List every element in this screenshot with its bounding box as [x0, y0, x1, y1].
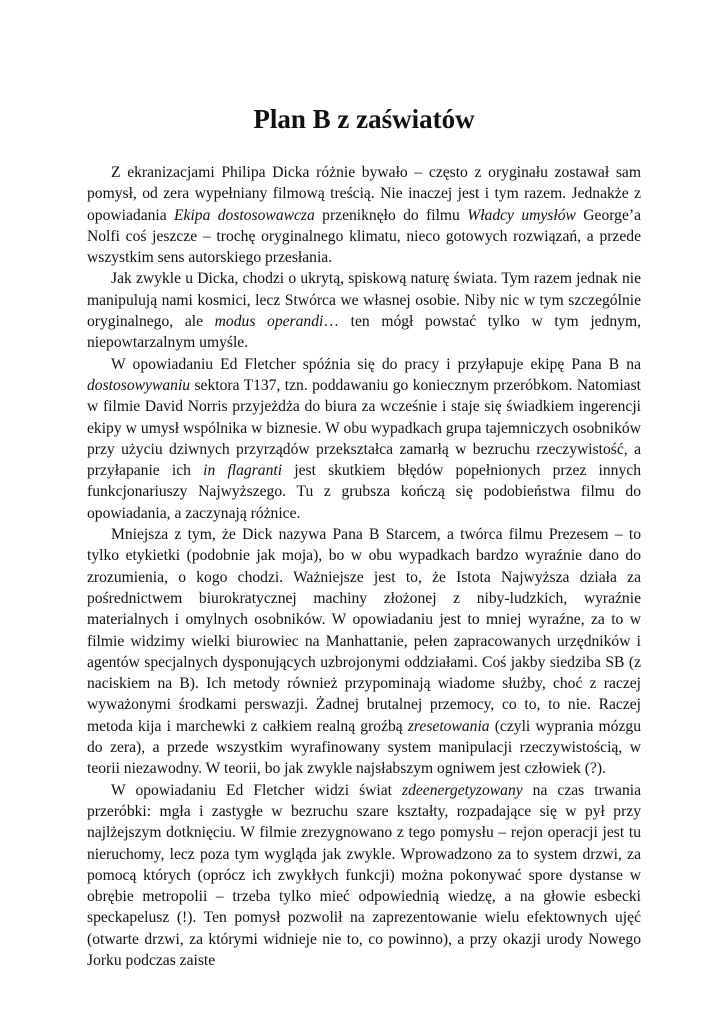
text-segment: sektora T137, tzn. poddawaniu go koniecznym przeróbkom. Natomiast w filmie David Norris przyjeżdża do biura za wcześnie i staje się świadkiem ingerencji ekipy w umysł wspólnika w biznesie. W obu wypadkach grupa tajemniczych osobników przy użyciu dziwnych przyrządów przekształca zamarłą w bezruchu rzeczywistość, a przyłapanie ich [87, 376, 641, 480]
text-segment: Z ekranizacjami Philipa Dicka różnie bywało – często z oryginału zostawał sam pomysł, od zera wypełniany filmową treścią. Nie inaczej jest i tym razem. Jednakże z opowiadania [87, 164, 641, 224]
text-segment: Jak zwykle u Dicka, chodzi o ukrytą, spiskową naturę świata. Tym razem jednak nie manipulują nami kosmici, lecz Stwórca we własnej osobie. Niby nic w tym szczególnie oryginalnego, ale [87, 270, 641, 331]
document-title: Plan B z zaświatów [253, 104, 475, 134]
italic-phrase: in flagranti [203, 462, 283, 480]
text-segment: jest skutkiem błędów popełnionych przez innych funkcjonariuszy Najwyższego. Tu z grubsza kończą się podobieństwa filmu do opowiadania, a zaczynają różnice. [87, 462, 641, 522]
italic-phrase: modus operandi [214, 313, 324, 331]
text-segment: (czyli wyprania mózgu do zera), a przede wszystkim wyrafinowany system manipulacji rzeczywistością, w teorii niezawodny. W teorii, bo jak zwykle najsłabszym ogniwem jest człowiek (?). [87, 717, 641, 778]
text-segment: Mniejsza z tym, że Dick nazywa Pana B Starcem, a twórca filmu Prezesem – to tylko etykietki (podobnie jak moja), bo w obu wypadkach bardzo wyraźnie dano do zrozumienia, o kogo chodzi. Ważniejsze jest to, że Istota Najwyższa działa za pośrednictwem biurokratycznej machiny złożonej z niby-ludzkich, wyraźnie materialnych i omylnych osobników. W opowiadaniu jest to mniej wyraźne, za to w filmie widzimy wielki biurowiec na Manhattanie, pełen zapracowanych urzędników i agentów specjalnych dysponujących uzbrojonymi oddziałami. Coś jakby siedziba SB (z naciskiem na B). Ich metody również przypominają wiadome służby, choć z raczej wyważonymi środkami perswazji. Żadnej brutalnej przemocy, co to, to nie. Raczej metoda kija i marchewki z całkiem realną groźbą [87, 526, 641, 735]
italic-phrase: zdeenergetyzowany [402, 781, 523, 799]
italic-phrase: dostosowywaniu [87, 376, 191, 394]
paragraph-2 [87, 268, 641, 353]
text-segment: W opowiadaniu Ed Fletcher widzi świat [111, 781, 402, 799]
story-title-italic: Ekipa dostosowawcza [174, 206, 315, 224]
text-segment: … ten mógł powstać tylko w tym jednym, niepowtarzalnym umyśle. [87, 313, 641, 352]
text-segment: George’a Nolfi coś jeszcze – trochę oryginalnego klimatu, nieco gotowych rozwiązań, a przede wszystkim sens autorskiego przesłania. [87, 206, 641, 267]
paragraph-4 [87, 524, 641, 780]
paragraph-1 [87, 162, 641, 268]
film-title-italic: Władcy umysłów [467, 206, 576, 224]
paragraph-3 [87, 354, 641, 524]
text-segment: przeniknęło do filmu [314, 206, 468, 224]
paragraph-5 [87, 780, 641, 972]
text-segment: W opowiadaniu Ed Fletcher spóźnia się do pracy i przyłapuje ekipę Pana B na [111, 355, 641, 373]
italic-phrase: zresetowania [407, 717, 490, 735]
text-segment: na czas trwania przeróbki: mgła i zastygłe w bezruchu szare kształty, rozpadające się w pył przy najlżejszym dotknięciu. W filmie zrezygnowano z tego pomysłu – rejon operacji jest tu nieruchomy, lecz poza tym wygląda jak zwykle. Wprowadzono za to system drzwi, za pomocą których (oprócz ich zwykłych funkcji) można pokonywać spore dystanse w obrębie metropolii – trzeba tylko mieć odpowiednią wiedzę, a na głowie esbecki speckapelusz (!). Ten pomysł pozwolił na zaprezentowanie wielu efektownych ujęć (otwarte drzwi, za którymi widnieje nie to, co powinno), a przy okazji urody Nowego Jorku podczas zaiste [87, 781, 641, 969]
document-page [87, 98, 641, 971]
